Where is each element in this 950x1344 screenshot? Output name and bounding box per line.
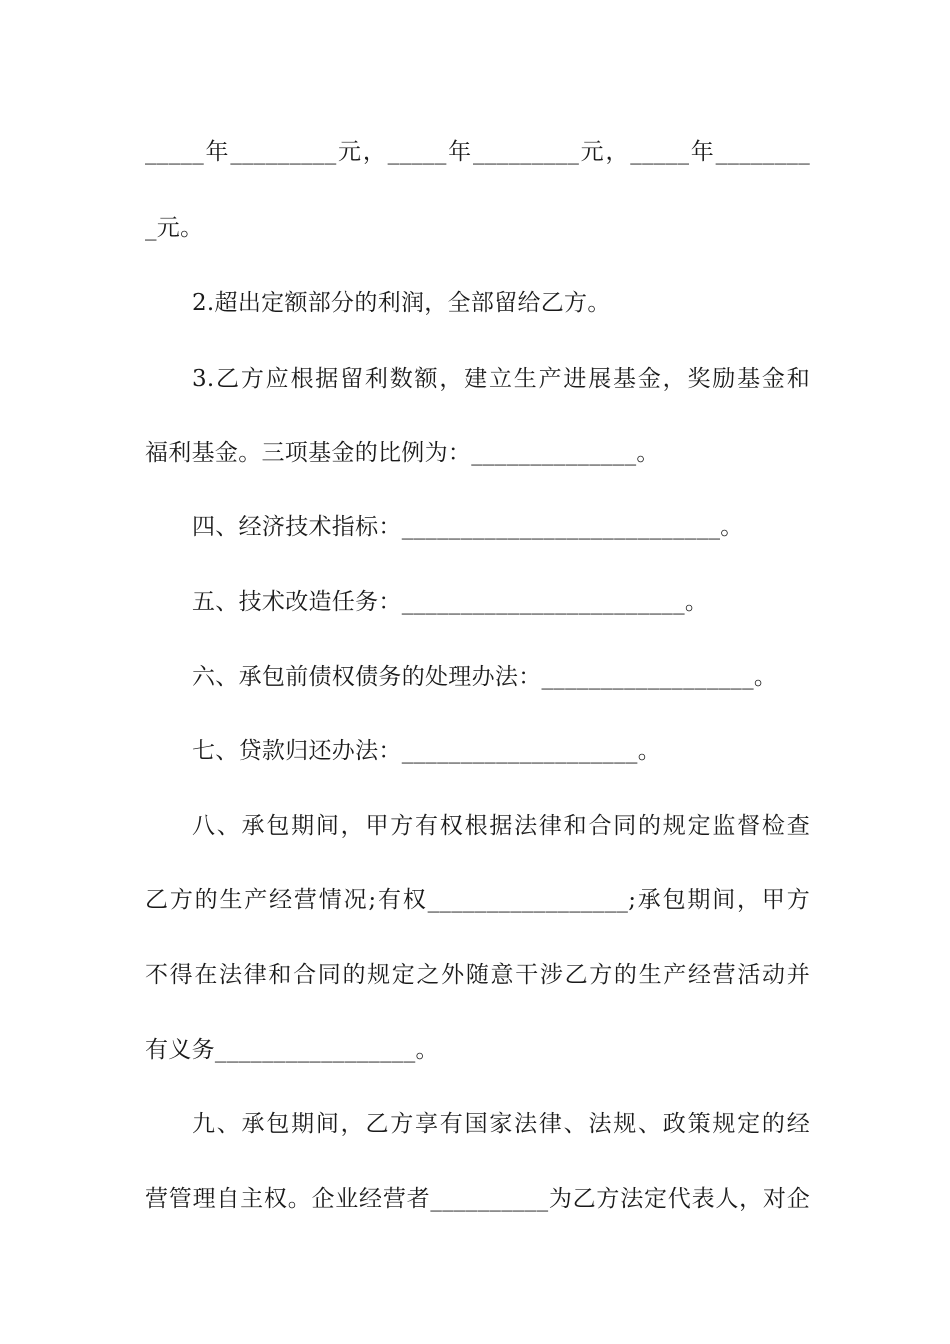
text-line-3: 2.超出定额部分的利润，全部留给乙方。 [192,290,611,316]
text-line-8: 六、承包前债权债务的处理办法：__________________。 [192,664,778,690]
text-line-6: 四、经济技术指标：___________________________。 [192,514,744,540]
text-line-7: 五、技术改造任务：________________________。 [192,589,709,615]
text-line-13: 有义务_________________。 [145,1037,439,1063]
text-line-9: 七、贷款归还办法：____________________。 [192,738,661,764]
text-line-4: 3.乙方应根据留利数额，建立生产进展基金，奖励基金和 [192,366,810,392]
text-line-5: 福利基金。三项基金的比例为：______________。 [145,440,660,466]
text-line-14: 九、承包期间，乙方享有国家法律、法规、政策规定的经 [192,1111,810,1137]
text-line-2: _元。 [145,215,204,241]
text-line-1: _____年_________元，_____年_________元，_____年________ [145,139,810,165]
text-line-10: 八、承包期间，甲方有权根据法律和合同的规定监督检查 [192,813,810,839]
text-line-12: 不得在法律和合同的规定之外随意干涉乙方的生产经营活动并 [145,962,810,988]
text-line-15: 营管理自主权。企业经营者__________为乙方法定代表人，对企 [145,1186,810,1212]
text-line-11: 乙方的生产经营情况;有权_________________;承包期间，甲方 [145,887,810,913]
